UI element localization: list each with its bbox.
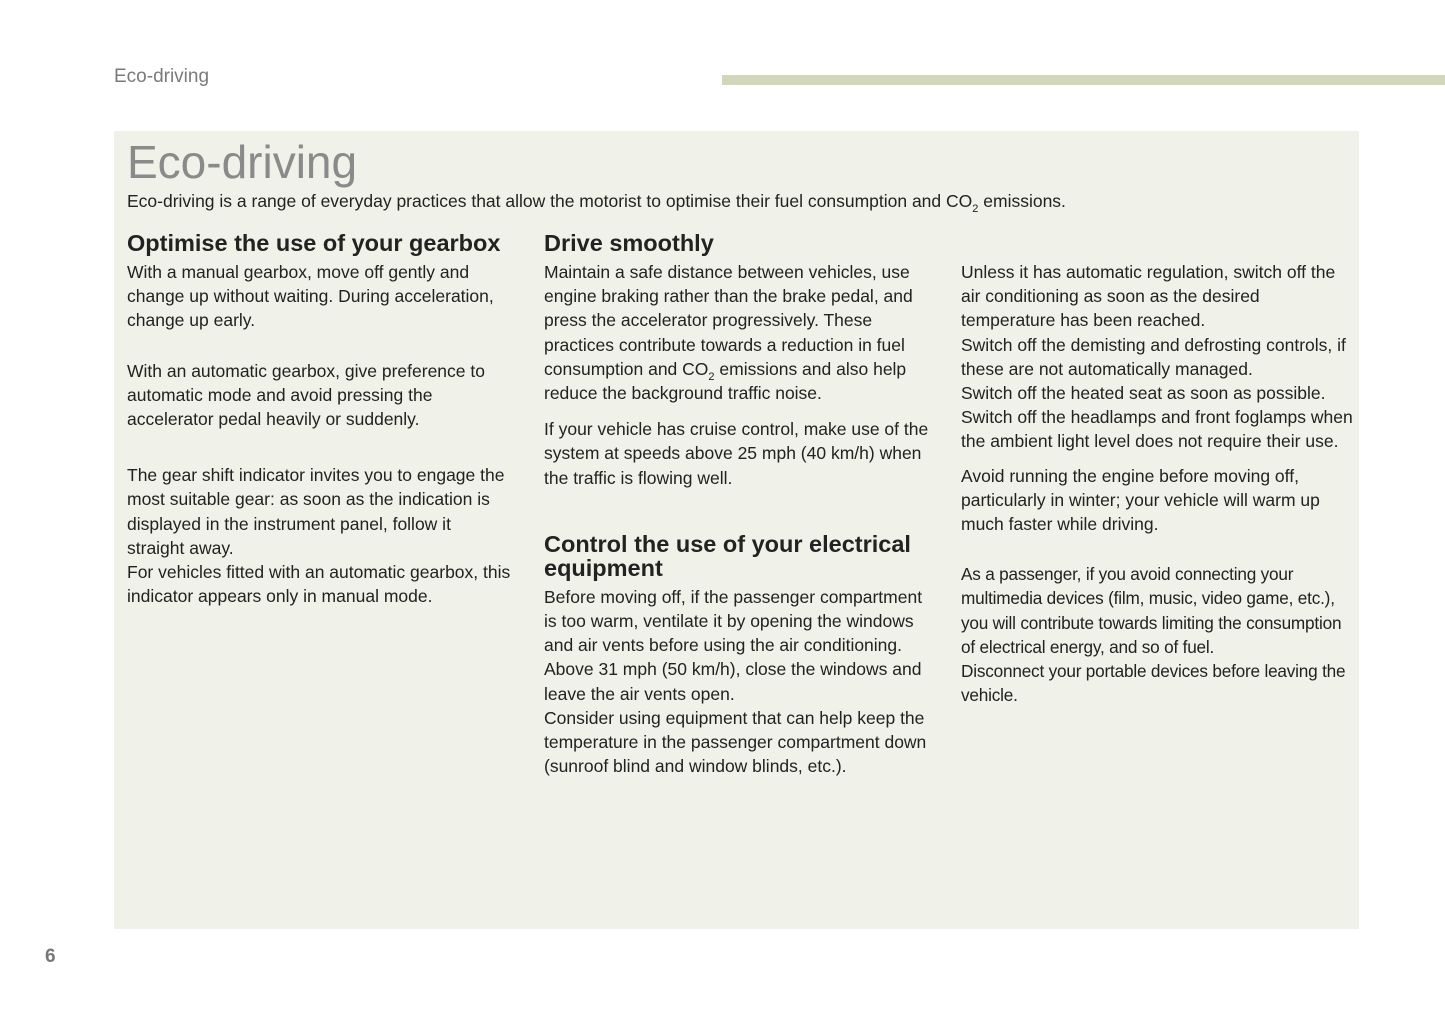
equipment-text: Consider using equipment that can help keep the temperature in the passenger compartment down (sunroof blind and window blinds, etc.). bbox=[544, 707, 927, 777]
gear-shift-indicator-text: The gear shift indicator invites you to engage the most suitable gear: as soon as the indication is displayed in the instrument panel, follow it straight away. bbox=[127, 465, 505, 558]
column-drive-smoothly bbox=[544, 231, 934, 778]
page-title: Eco-driving bbox=[127, 136, 358, 188]
air-conditioning-text: Unless it has automatic regulation, switch off the air conditioning as soon as the desired temperature has been reached. bbox=[961, 262, 1336, 331]
heading-drive-smoothly: Drive smoothly bbox=[544, 230, 714, 256]
drive-smoothly-subscript: 2 bbox=[708, 370, 715, 383]
intro-text: Eco-driving is a range of everyday practices that allow the motorist to optimise their fuel consumption and CO bbox=[127, 191, 973, 211]
gearbox-manual-text: With a manual gearbox, move off gently and change up without waiting. During acceleration, change up early. bbox=[127, 262, 494, 331]
drive-smoothly-text-end: emissions and also help reduce the background traffic noise. bbox=[544, 358, 907, 404]
heading-electrical-equipment: Control the use of your electrical equipment bbox=[544, 530, 911, 581]
portable-devices-text: Disconnect your portable devices before leaving the vehicle. bbox=[961, 661, 1346, 706]
section-header-label: Eco-driving bbox=[114, 66, 210, 87]
gear-shift-automatic-note: For vehicles fitted with an automatic gearbox, this indicator appears only in manual mode. bbox=[127, 562, 511, 607]
column-gearbox bbox=[127, 231, 512, 608]
gearbox-automatic-text: With an automatic gearbox, give preference to automatic mode and avoid pressing the accelerator pedal heavily or suddenly. bbox=[127, 360, 485, 430]
cruise-control-text: If your vehicle has cruise control, make use of the system at speeds above 25 mph (40 km/h) when the traffic is flowing well. bbox=[544, 419, 929, 488]
page-number: 6 bbox=[45, 946, 56, 967]
ventilation-text: Before moving off, if the passenger compartment is too warm, ventilate it by opening the windows and air vents before using the air conditioning. bbox=[544, 586, 923, 656]
demisting-text: Switch off the demisting and defrosting controls, if these are not automatically managed. bbox=[961, 334, 1346, 379]
headlamps-text: Switch off the headlamps and front foglamps when the ambient light level does not require their use. bbox=[961, 407, 1353, 452]
heading-gearbox: Optimise the use of your gearbox bbox=[127, 230, 501, 256]
heated-seat-text: Switch off the heated seat as soon as possible. bbox=[961, 383, 1326, 404]
drive-smoothly-text-start: Maintain a safe distance between vehicles, use engine braking rather than the brake pedal, and press the accelerator progressively. These practices contribute towards a reduction in fuel consumption and CO bbox=[544, 262, 913, 379]
column-electrical-continued bbox=[961, 231, 1353, 707]
intro-paragraph bbox=[127, 189, 1066, 213]
drive-smoothly-text bbox=[544, 260, 934, 405]
engine-warmup-text: Avoid running the engine before moving off, particularly in winter; your vehicle will warm up much faster while driving. bbox=[961, 465, 1320, 535]
windows-text: Above 31 mph (50 km/h), close the windows and leave the air vents open. bbox=[544, 659, 922, 704]
intro-text-end: emissions. bbox=[978, 191, 1066, 211]
content-panel bbox=[114, 131, 1359, 929]
intro-subscript: 2 bbox=[972, 203, 979, 215]
header-decorative-bar bbox=[722, 75, 1445, 85]
multimedia-devices-text: As a passenger, if you avoid connecting your multimedia devices (film, music, video game, etc.), you will contribute towards limiting the consumption of electrical energy, and so of fuel. bbox=[961, 564, 1342, 657]
